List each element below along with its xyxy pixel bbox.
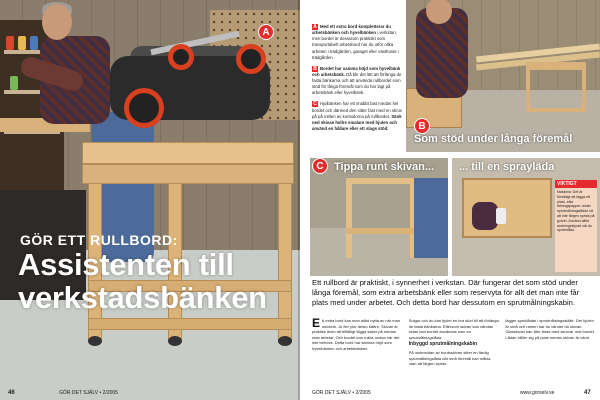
intro-badge: C bbox=[313, 101, 317, 108]
folio-right-site: www.gorselv.se bbox=[520, 390, 555, 396]
folio-left bbox=[8, 390, 118, 396]
article-ingress: Ett rullbord är praktiskt, i synnerhet i verkstan. Där fungerar det som stöd under långa föremål, som extra arbetsbänk eller som reservyta för allt det man inte får plats med under arbetet. Och detta bord har dessutom en sprutmålningskabin. bbox=[312, 278, 580, 308]
mower-wheel-top bbox=[168, 44, 194, 70]
photo-badge-c: C bbox=[312, 158, 328, 174]
body-text-columns bbox=[312, 318, 596, 388]
warning-box bbox=[555, 180, 597, 272]
intro-badge: A bbox=[313, 24, 317, 30]
mower-wheel-back bbox=[236, 44, 266, 74]
cart-apron bbox=[82, 164, 294, 184]
caption-b: Som stöd under långa föremål bbox=[414, 133, 573, 145]
intro-paragraph: C Hjulbänken har ett snabbt fast medan hel bordet och därmed den sitter fast med en skruv på på mitten av kortsidorna på rullbordet. Sänk ned skivan hellre smalare med hjulen och använd en hållare eller ett slags stöd. bbox=[312, 101, 403, 131]
cart-rail bbox=[88, 318, 292, 330]
page-number-left: 46 bbox=[8, 390, 15, 396]
cart-top bbox=[82, 142, 294, 164]
intro-paragraph: B Bordet har samma höjd som hyvelbänk och arbetsbänk. Då blir det lätt att förlänga de fasta bänkarna och att använda rullbordet som stöd för långa föremål som du har lagt på arbetsbänk eller hyvelbänk. bbox=[312, 65, 402, 96]
page-number-right: 47 bbox=[584, 390, 591, 396]
caster-wheel bbox=[278, 336, 292, 346]
intro-column bbox=[312, 24, 404, 137]
mower-wheel-front bbox=[124, 88, 164, 128]
intro-paragraph: A Med ett extra bord kompletterar du arbetsbänken och hyvelbänken i verkstan, men bordet är dessutom praktiskt som transportabelt arbetsbord nar du utför olika arbeten i trädgården, garaget eller växthuset i trädgården. bbox=[312, 24, 399, 60]
intro-badge: B bbox=[313, 65, 317, 72]
article-headline: Assistenten till verkstadsbänken bbox=[18, 247, 267, 315]
drop-cap: E bbox=[312, 318, 321, 330]
photo-badge-a: A bbox=[258, 24, 274, 40]
folio-right-issue: GÖR DET SJÄLV • 2/2005 bbox=[312, 390, 371, 396]
issue-text-left: GÖR DET SJÄLV • 2/2005 bbox=[59, 390, 118, 396]
body-column-1: Ett extra bord kan man alltid nytta av när man snickrar. Ju fler ytor desto bättre. Skivan är praktisk även att tillfälligt lägga saker på medan man arbetar. Och bordet kan rullas undan när det inte behövs. Detta bord har samma höjd som hyvelbänken och arbetsbänken. bbox=[312, 318, 401, 351]
caption-d: ... till en sprayläda bbox=[459, 161, 555, 173]
body-column-2: Snigar och du kan hjulet en bra stöd till att förlänga de fasta bänkarna. Eftersom skivan kan vändas sidan kan bordet användas som en sprutmålningslåda. Inbyggd sprutmålningskabin På undersidan av bordsskivan sitter en färdig sprutmålningslåda där små föremål kan målas utan att färgen sprids. bbox=[408, 318, 499, 367]
photo-badge-b: B bbox=[414, 118, 430, 134]
warning-text: Maskera: Det är försiktigt att lägga ett plast- eller tidningspapper under sprutmålningslådan så att inte färgen sprids på golvet. Använd alltid andningsskydd när du sprutmålar. bbox=[557, 190, 595, 233]
article-kicker: GÖR ETT RULLBORD: bbox=[20, 232, 178, 248]
man-head bbox=[42, 4, 72, 40]
caster-wheel bbox=[168, 336, 182, 346]
photo-b-long-support bbox=[406, 0, 600, 152]
caption-c: Tippa runt skivan... bbox=[334, 161, 435, 173]
warning-title: VIKTIGT bbox=[555, 180, 597, 188]
subheading: Inbyggd sprutmålningskabin bbox=[408, 341, 478, 348]
body-column-3: lägger sprutlådan i sprutmålningsställe. Det hjulen är små och ramen har du vänder du skivan. Glasskivan kan åter ända med skruvar mot bordet. Lådan håller sig på plats medan skivan är vänd. bbox=[505, 318, 595, 340]
caster-wheel bbox=[88, 336, 102, 346]
photo-c-flip-top bbox=[310, 158, 448, 276]
